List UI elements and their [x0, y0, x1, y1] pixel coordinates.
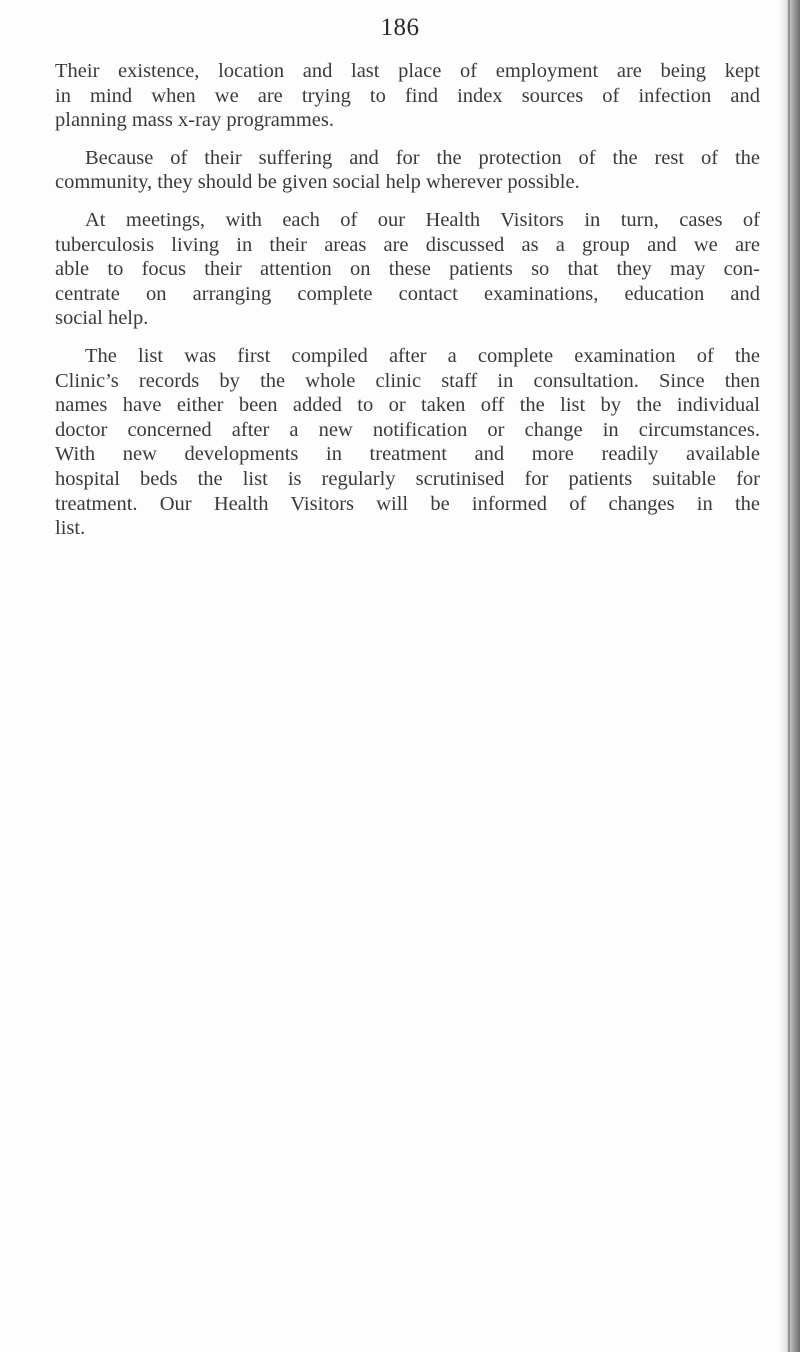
- body-text: [55, 59, 760, 554]
- text-line: With new developments in treatment and more readily available: [55, 443, 760, 466]
- text-line: community, they should be given social help wherever possible.: [55, 171, 580, 194]
- text-line: The list was first compiled after a complete examination of the: [85, 344, 760, 367]
- text-line: planning mass x-ray programmes.: [55, 109, 334, 132]
- paragraph-2: [55, 146, 760, 195]
- text-line: Because of their suffering and for the protection of the rest of the: [85, 146, 760, 169]
- text-line: At meetings, with each of our Health Visitors in turn, cases of: [85, 208, 760, 231]
- page-edge-line: [788, 0, 790, 1352]
- page-number: 186: [380, 14, 420, 41]
- text-line: tuberculosis living in their areas are discussed as a group and we are: [55, 233, 760, 256]
- text-line: centrate on arranging complete contact examinations, education and: [55, 282, 760, 305]
- text-line: names have either been added to or taken off the list by the individual: [55, 394, 760, 417]
- text-line: in mind when we are trying to find index sources of infection and: [55, 84, 760, 107]
- text-line: Their existence, location and last place of employment are being kept: [55, 60, 760, 82]
- text-line: treatment. Our Health Visitors will be informed of changes in the: [55, 492, 760, 515]
- text-line: doctor concerned after a new notification or change in circumstances.: [55, 418, 760, 441]
- text-line: list.: [55, 517, 86, 540]
- text-line: Clinic’s records by the whole clinic staff in consultation. Since then: [55, 369, 760, 392]
- paragraph-4: [55, 344, 760, 541]
- text-line: social help.: [55, 307, 149, 330]
- paragraph-1: [55, 59, 760, 133]
- text-line: able to focus their attention on these patients so that they may con-: [55, 258, 760, 281]
- paragraph-3: [55, 208, 760, 331]
- text-line: hospital beds the list is regularly scrutinised for patients suitable for: [55, 467, 760, 490]
